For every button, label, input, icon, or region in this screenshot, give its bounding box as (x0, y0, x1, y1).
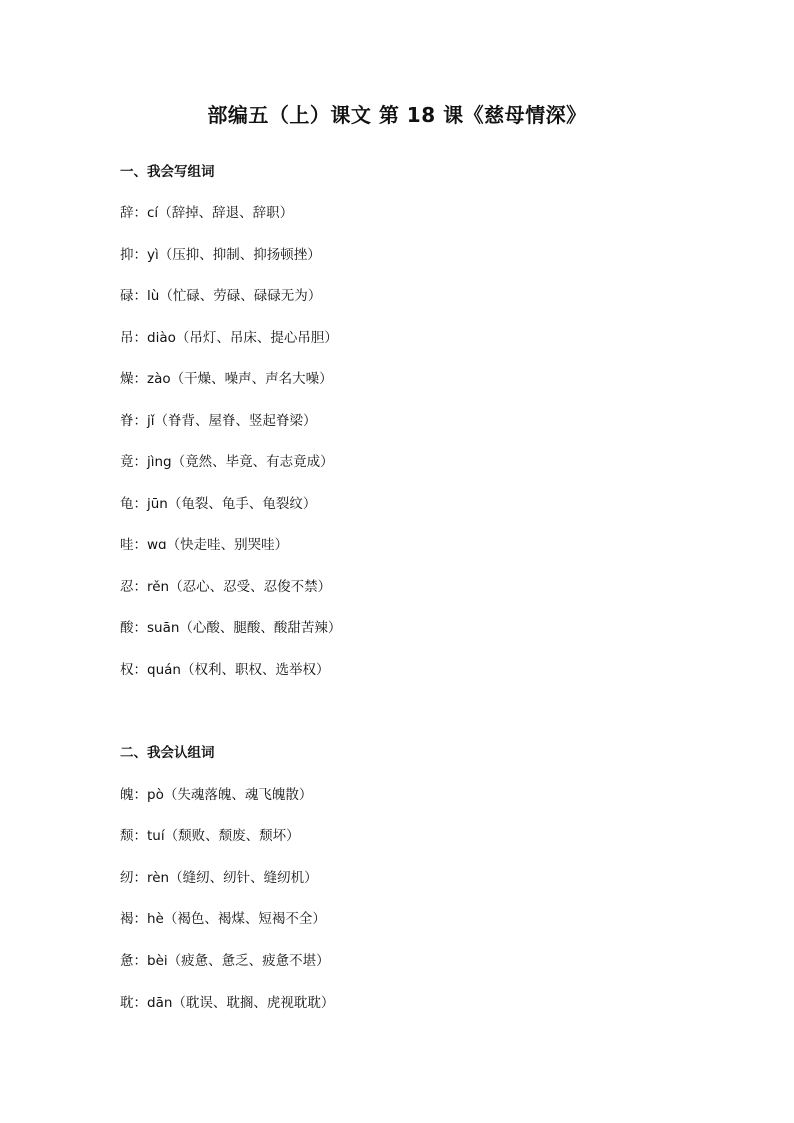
vocab-words: 吊灯、吊床、提心吊胆 (189, 330, 325, 346)
vocab-entry: 权：quán（权利、职权、选举权） (120, 662, 330, 678)
vocab-words: 快走哇、别哭哇 (180, 537, 275, 553)
vocab-words: 竟然、毕竟、有志竟成 (185, 454, 321, 470)
vocab-char: 辞 (120, 205, 134, 221)
vocab-pinyin: jìng (147, 454, 172, 470)
vocab-words: 龟裂、龟手、龟裂纹 (181, 496, 303, 512)
vocab-char: 颓 (120, 828, 134, 844)
vocab-char: 惫 (120, 953, 134, 969)
vocab-pinyin: cí (147, 205, 159, 221)
vocab-entry: 魄：pò（失魂落魄、魂飞魄散） (120, 787, 313, 803)
vocab-pinyin: pò (147, 787, 164, 803)
vocab-entry: 燥：zào（干燥、噪声、声名大噪） (120, 371, 333, 387)
vocab-pinyin: wɑ (147, 537, 167, 553)
vocab-pinyin: rěn (147, 579, 170, 595)
vocab-char: 吊 (120, 330, 134, 346)
vocab-entry: 吊：diào（吊灯、吊床、提心吊胆） (120, 330, 338, 346)
vocab-words: 褐色、褐煤、短褐不全 (177, 911, 313, 927)
vocab-entry: 脊：jǐ（脊背、屋脊、竖起脊梁） (120, 413, 317, 429)
vocab-pinyin: jǐ (147, 413, 155, 429)
vocab-pinyin: dān (147, 995, 173, 1011)
vocab-pinyin: diào (147, 330, 176, 346)
vocab-pinyin: quán (147, 662, 181, 678)
section-heading-write: 一、我会写组词 (120, 164, 215, 180)
vocab-words: 疲惫、惫乏、疲惫不堪 (181, 953, 317, 969)
vocab-entry: 哇：wɑ（快走哇、别哭哇） (120, 537, 289, 553)
vocab-words: 脊背、屋脊、竖起脊梁 (168, 413, 304, 429)
vocab-pinyin: yì (147, 247, 159, 263)
vocab-entry: 惫：bèi（疲惫、惫乏、疲惫不堪） (120, 953, 330, 969)
vocab-words: 忍心、忍受、忍俊不禁 (182, 579, 318, 595)
vocab-pinyin: lù (147, 288, 160, 304)
vocab-char: 纫 (120, 870, 134, 886)
vocab-words: 压抑、抑制、抑扬顿挫 (172, 247, 308, 263)
vocab-entry: 褐：hè（褐色、褐煤、短褐不全） (120, 911, 326, 927)
vocab-pinyin: rèn (147, 870, 170, 886)
vocab-entry: 忍：rěn（忍心、忍受、忍俊不禁） (120, 579, 332, 595)
vocab-entry: 抑：yì（压抑、抑制、抑扬顿挫） (120, 247, 321, 263)
vocab-char: 哇 (120, 537, 134, 553)
vocab-entry: 酸：suān（心酸、腿酸、酸甜苦辣） (120, 620, 342, 636)
vocab-pinyin: suān (147, 620, 180, 636)
vocab-char: 燥 (120, 371, 134, 387)
vocab-char: 酸 (120, 620, 134, 636)
vocab-words: 干燥、噪声、声名大噪 (184, 371, 320, 387)
vocab-words: 缝纫、纫针、缝纫机 (182, 870, 305, 886)
vocab-char: 褐 (120, 911, 134, 927)
vocab-char: 龟 (120, 496, 134, 512)
vocab-char: 抑 (120, 247, 134, 263)
vocab-entry: 碌：lù（忙碌、劳碌、碌碌无为） (120, 288, 322, 304)
vocab-words: 心酸、腿酸、酸甜苦辣 (192, 620, 328, 636)
vocab-char: 忍 (120, 579, 134, 595)
vocab-words: 忙碌、劳碌、碌碌无为 (172, 288, 308, 304)
vocab-words: 颓败、颓废、颓坏 (178, 828, 287, 844)
vocab-words: 失魂落魄、魂飞魄散 (177, 787, 299, 803)
page-title: 部编五（上）课文 第 18 课《慈母情深》 (207, 103, 587, 127)
vocab-pinyin: hè (147, 911, 164, 927)
vocab-char: 耽 (120, 995, 134, 1011)
vocab-entry: 耽：dān（耽误、耽搁、虎视耽耽） (120, 995, 335, 1011)
vocab-entry: 龟：jūn（龟裂、龟手、龟裂纹） (120, 496, 317, 512)
vocab-pinyin: bèi (147, 953, 168, 969)
vocab-char: 碌 (120, 288, 134, 304)
vocab-char: 脊 (120, 413, 134, 429)
vocab-entry: 辞：cí（辞掉、辞退、辞职） (120, 205, 294, 221)
vocab-pinyin: jūn (147, 496, 168, 512)
vocab-words: 耽误、耽搁、虎视耽耽 (185, 995, 321, 1011)
vocab-pinyin: tuí (147, 828, 165, 844)
vocab-words: 权利、职权、选举权 (194, 662, 316, 678)
vocab-char: 权 (120, 662, 134, 678)
vocab-entry: 纫：rèn（缝纫、纫针、缝纫机） (120, 870, 318, 886)
vocab-pinyin: zào (147, 371, 171, 387)
vocab-entry: 竟：jìng（竟然、毕竟、有志竟成） (120, 454, 334, 470)
vocab-char: 竟 (120, 454, 134, 470)
section-heading-recognize: 二、我会认组词 (120, 745, 215, 761)
vocab-words: 辞掉、辞退、辞职 (171, 205, 280, 221)
vocab-char: 魄 (120, 787, 134, 803)
vocab-entry: 颓：tuí（颓败、颓废、颓坏） (120, 828, 300, 844)
